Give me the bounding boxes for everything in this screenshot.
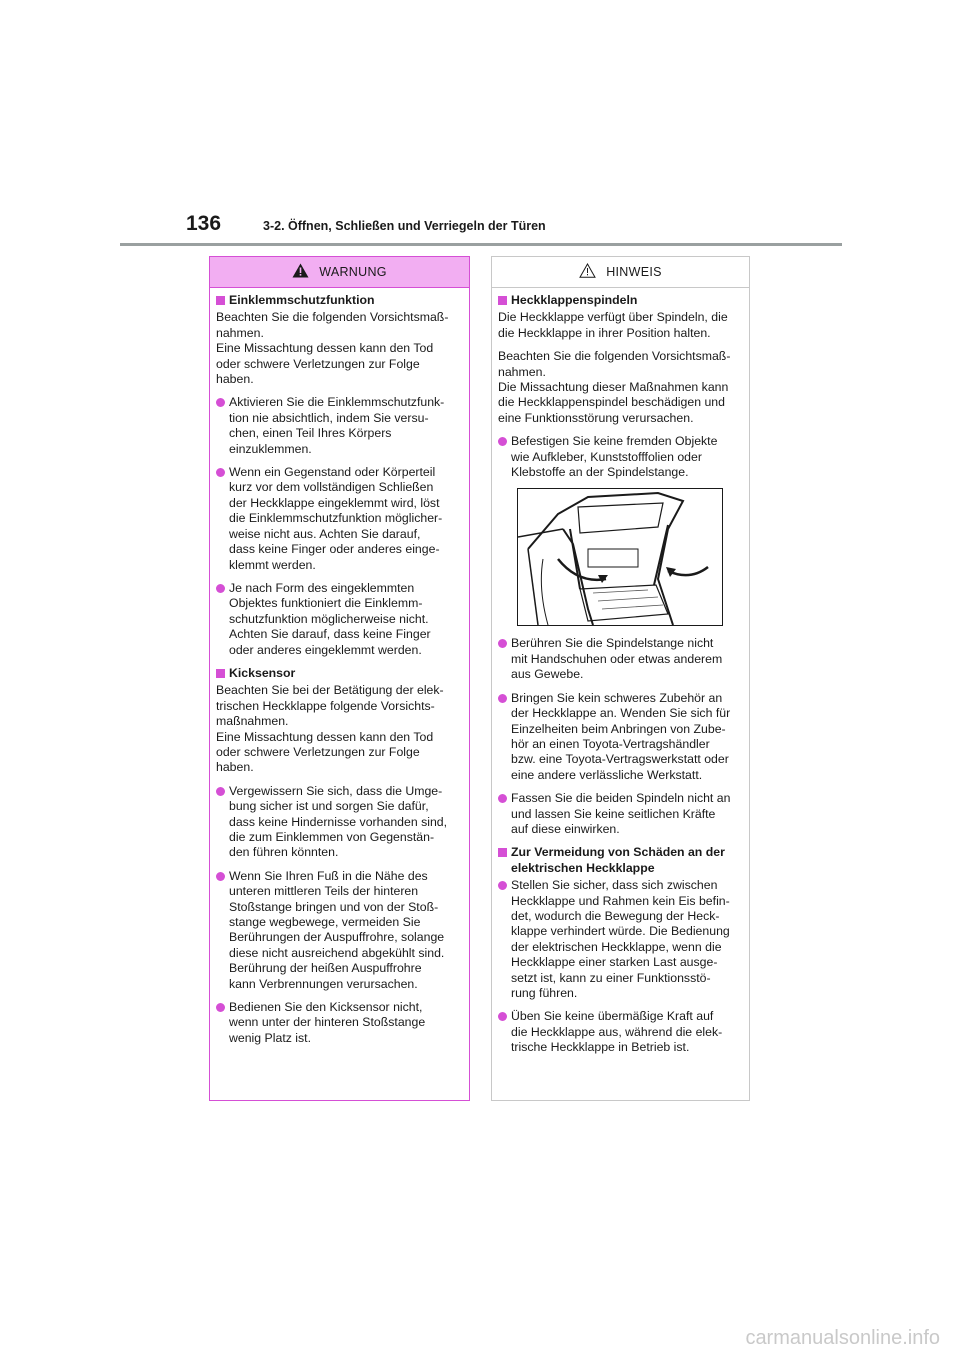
square-bullet-icon [498, 296, 507, 305]
square-bullet-icon [216, 296, 225, 305]
bullet-dot-icon [498, 1012, 507, 1021]
bullet-dot-icon [216, 398, 225, 407]
bullet-dot-icon [498, 794, 507, 803]
bullet-item: Stellen Sie sicher, dass sich zwischen Heckklappe und Rahmen kein Eis befin- det, wodurch die Bewegung der Heck- klappe verhindert würde. Die Bedienung der elektrischen Heckklappe, wenn die Heckklappe einer starken Last ausge- setzt ist, kann zu einer Funktionsstö- rung führen. [498, 878, 743, 1001]
warning-header [210, 257, 469, 288]
section-heading: Heckklappenspindeln [498, 293, 743, 308]
warning-title: WARNUNG [319, 265, 387, 279]
bullet-dot-icon [216, 468, 225, 477]
header-divider [120, 243, 842, 246]
hint-box [491, 256, 750, 1101]
bullet-dot-icon [216, 1003, 225, 1012]
watermark-link[interactable]: carmanualsonline.info [745, 1327, 940, 1349]
bullet-item: Bringen Sie kein schweres Zubehör an der Heckklappe an. Wenden Sie sich für Einzelheiten beim Anbringen von Zube- hör an einen Toyota-Vertragshändler bzw. eine Toyota-Vertragswerkstatt oder eine andere verlässliche Werkstatt. [498, 691, 743, 783]
bullet-dot-icon [216, 584, 225, 593]
hint-header [492, 257, 749, 288]
bullet-dot-icon [498, 639, 507, 648]
bullet-dot-icon [216, 872, 225, 881]
bullet-dot-icon [498, 881, 507, 890]
bullet-item: Befestigen Sie keine fremden Objekte wie Aufkleber, Kunststofffolien oder Klebstoffe an der Spindelstange. [498, 434, 743, 480]
bullet-item: Aktivieren Sie die Einklemmschutzfunk- tion nie absichtlich, indem Sie versu- chen, einen Teil Ihres Körpers einzuklemmen. [216, 395, 463, 457]
section-heading: Einklemmschutzfunktion [216, 293, 463, 308]
paragraph: Beachten Sie die folgenden Vorsichtsmaß- nahmen. Eine Missachtung dessen kann den Tod oder schwere Verletzungen zur Folge haben. [216, 310, 449, 387]
bullet-item: Je nach Form des eingeklemmten Objektes funktioniert die Einklemm- schutzfunktion möglicherweise nicht. Achten Sie darauf, dass keine Finger oder anderes eingeklemmt werden. [216, 581, 463, 658]
warning-triangle-icon [292, 263, 309, 281]
bullet-item: Fassen Sie die beiden Spindeln nicht an und lassen Sie keine seitlichen Kräfte auf diese einwirken. [498, 791, 743, 837]
section-heading: Kicksensor [216, 666, 463, 681]
page-number: 136 [186, 212, 222, 235]
paragraph: Beachten Sie bei der Betätigung der elek- trischen Heckklappe folgende Vorsichts- maßnahmen. Eine Missachtung dessen kann den Tod oder schwere Verletzungen zur Folge haben. [216, 683, 444, 775]
section-heading: Zur Vermeidung von Schäden an der elektrischen Heckklappe [498, 845, 743, 876]
square-bullet-icon [498, 848, 507, 857]
bullet-item: Wenn ein Gegenstand oder Körperteil kurz vor dem vollständigen Schließen der Heckklappe eingeklemmt wird, löst die Einklemmschutzfunktion möglicher- weise nicht aus. Achten Sie darauf, dass keine Finger oder anderes einge- klemmt werden. [216, 465, 463, 573]
warning-box [209, 256, 470, 1101]
bullet-dot-icon [498, 437, 507, 446]
tailgate-strut-illustration [517, 488, 723, 626]
hint-title: HINWEIS [606, 265, 662, 279]
bullet-item: Vergewissern Sie sich, dass die Umge- bung sicher ist und sorgen Sie dafür, dass keine Hindernisse vorhanden sind, die zum Einklemmen von Gegenstän- den führen könnten. [216, 784, 463, 861]
bullet-item: Bedienen Sie den Kicksensor nicht, wenn unter der hinteren Stoßstange wenig Platz ist. [216, 1000, 463, 1046]
bullet-item: Berühren Sie die Spindelstange nicht mit Handschuhen oder etwas anderem aus Gewebe. [498, 636, 743, 682]
section-title: 3-2. Öffnen, Schließen und Verriegeln der Türen [263, 219, 546, 233]
paragraph: Die Heckklappe verfügt über Spindeln, die die Heckklappe in ihrer Position halten. [498, 310, 728, 340]
bullet-item: Wenn Sie Ihren Fuß in die Nähe des unteren mittleren Teils der hinteren Stoßstange bringen und von der Stoß- stange wegbewege, vermeiden Sie Berührungen der Auspuffrohre, solange diese nicht ausreichend abgekühlt sind. Berührung der heißen Auspuffrohre kann Verbrennungen verursachen. [216, 869, 463, 992]
bullet-item: Üben Sie keine übermäßige Kraft auf die Heckklappe aus, während die elek- trische Heckklappe in Betrieb ist. [498, 1009, 743, 1055]
bullet-dot-icon [498, 694, 507, 703]
square-bullet-icon [216, 669, 225, 678]
bullet-dot-icon [216, 787, 225, 796]
paragraph: Beachten Sie die folgenden Vorsichtsmaß- nahmen. Die Missachtung dieser Maßnahmen kann die Heckklappenspindel beschädigen und eine Funktionsstörung verursachen. [498, 349, 731, 425]
hint-triangle-icon [579, 263, 596, 281]
